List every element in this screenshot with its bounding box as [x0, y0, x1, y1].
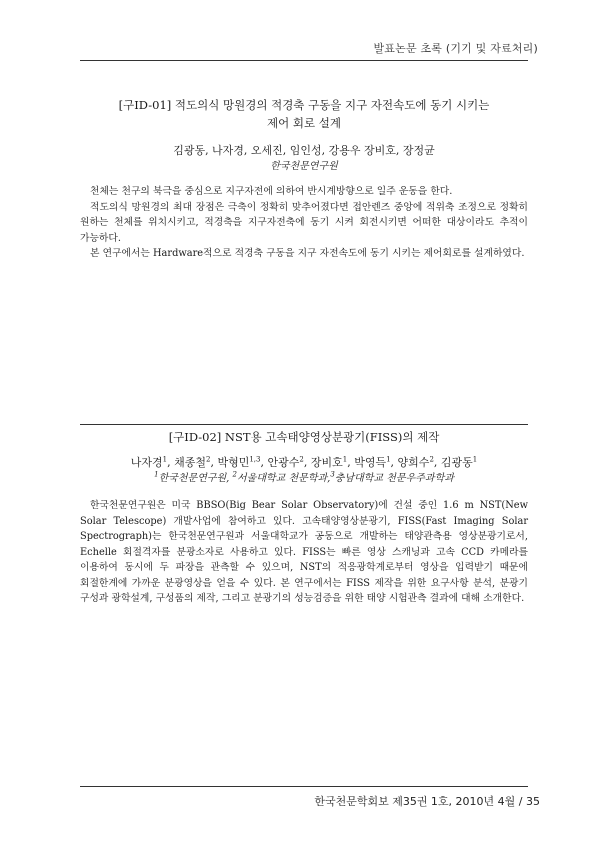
abstract-1-paragraph: 천체는 천구의 북극을 중심으로 지구자전에 의하여 반시계방향으로 일주 운동을 한다. [90, 186, 453, 197]
author-sup: 2 [205, 455, 211, 464]
abstract-1-paragraph: 적도의식 망원경의 최대 장점은 극축이 정확히 맞추어졌다면 접안렌즈 중앙에 적위축 조정으로 정확히 원하는 천체를 위치시키고, 적경축을 지구자전축에 동기 시켜 회전시키면 어떠한 대상이라도 추적이 가능하다. [80, 201, 528, 244]
affil-name: 한국천문연구원, [158, 473, 233, 484]
abstract-1-authors: 김광동, 나자경, 오세진, 임인성, 강용우 장비호, 장정균 [173, 144, 435, 157]
abstract-2-title: [구ID-02] NST용 고속태양영상분광기(FISS)의 제작 [168, 430, 440, 444]
affil-sup: 2 [232, 470, 238, 479]
author-name: 안광수 [267, 456, 300, 469]
author-sup: 1 [162, 455, 168, 464]
author-name: 김광동 [440, 456, 473, 469]
author-name: 박형민 [217, 456, 250, 469]
author-name: 박영득 [354, 456, 387, 469]
abstract-1-paragraph: 본 연구에서는 Hardware적으로 적경축 구동을 지구 자전속도에 동기 시키는 제어회로를 설계하였다. [90, 248, 525, 259]
abstract-1-affiliation: 한국천문연구원 [270, 161, 338, 172]
author-sup: 1 [342, 455, 348, 464]
author-sup: 2 [429, 455, 434, 464]
abstract-2-body [80, 498, 528, 607]
author-name: 양희수 [397, 456, 430, 469]
abstract-2-paragraph: 한국천문연구원은 미국 BBSO(Big Bear Solar Observatory)에 건설 중인 1.6 m NST(New Solar Telescope) 개발사업에 참여하고 있다. 고속태양영상분광기, FISS(Fast Imaging Solar Spectrograph)는 한국천문연구원과 서울대학교가 공동으로 개발하는 태양관측용 영상분광기로서, Echelle 회절격자를 분광소자로 사용하고 있다. FISS는 빠른 영상 스캐닝과 고속 CCD 카메라를 이용하여 동시에 두 파장을 관측할 수 있으며, NST의 적응광학계로부터 영상을 입력받기 때문에 회절한계에 가까운 분광영상을 얻을 수 있다. 본 연구에서는 FISS 제작을 위한 요구사항 분석, 분광기 구성과 광학설계, 구성품의 제작, 그리고 분광기의 성능검증을 위한 태양 시험관측 결과에 대해 소개한다. [80, 500, 528, 604]
author-sup: 1 [472, 455, 478, 464]
footer-citation: 한국천문학회보 제35권 1호, 2010년 4월 / 35 [314, 795, 540, 808]
author-name: 장비호 [310, 456, 343, 469]
affil-sup: 1 [154, 470, 159, 479]
section-divider [80, 424, 528, 425]
author-name: 채종철 [174, 456, 206, 469]
author-name: 나자경 [130, 456, 163, 469]
footer-rule [80, 786, 528, 787]
abstract-1-title-line1: [구ID-01] 적도의식 망원경의 적경축 구동을 지구 자전속도에 동기 시키는 [118, 98, 490, 112]
author-sup: 2 [299, 455, 304, 464]
author-sup: 1 [386, 455, 391, 464]
author-sup: 1,3 [249, 455, 261, 464]
affil-sup: 3 [330, 470, 335, 479]
abstract-2-authors: 나자경$^1$, 채종철$^2$, 박형민$^{1,3}$, 안광수$^2$, 장비호$^1$, 박영득$^1$, 양희수$^2$, 김광동$^1$ [130, 455, 478, 469]
affil-name: 충남대학교 천문우주과학과 [334, 473, 454, 484]
abstract-1-title-line2: 제어 회로 설계 [267, 116, 341, 130]
abstract-1-body [80, 184, 528, 262]
header-rule [80, 60, 528, 61]
affil-name: 서울대학교 천문학과, [237, 473, 331, 484]
section-header: 발표논문 초록 (기기 및 자료처리) [373, 42, 538, 55]
abstract-1-title [80, 96, 528, 132]
abstract-2-affiliations [80, 472, 528, 486]
